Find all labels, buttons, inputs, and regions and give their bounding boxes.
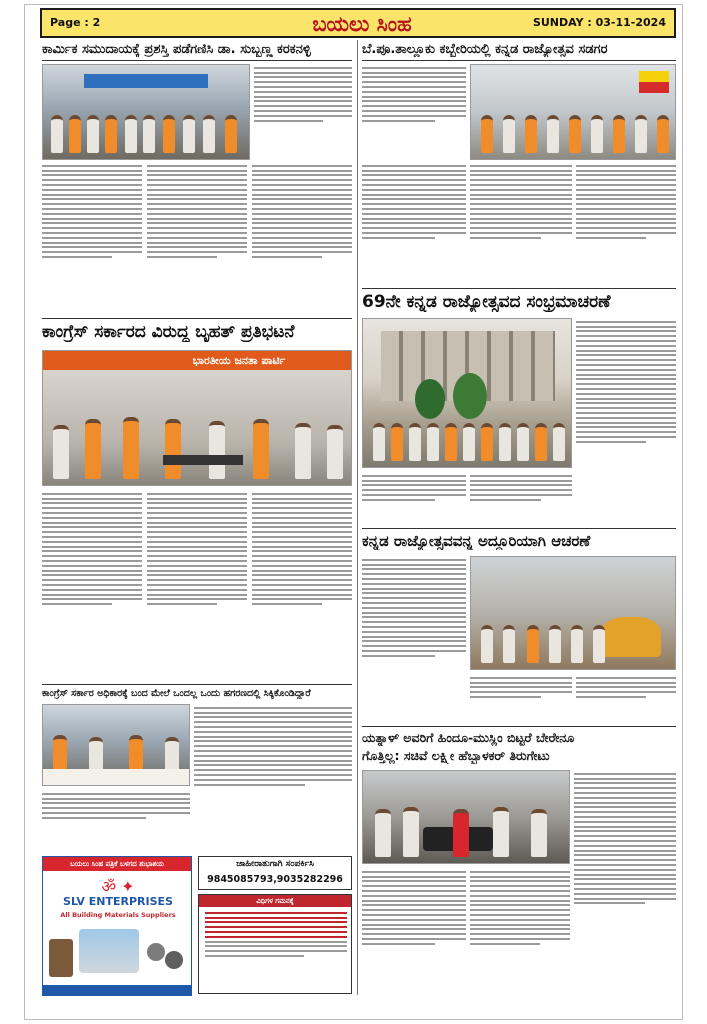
article-1-text <box>254 64 352 160</box>
article-7-text <box>362 868 466 994</box>
article-2-text <box>470 162 572 282</box>
om-icon: ॐ ✦ <box>101 877 135 896</box>
article-5-photo <box>470 556 676 670</box>
house-icon <box>79 929 139 973</box>
article-3-text <box>42 490 142 678</box>
article-6-text <box>42 790 190 848</box>
article-4-photo <box>362 318 572 468</box>
ad-top-strip: ಬಯಲು ಸಿಂಹ ಪತ್ರಿಕೆ ಬಳಗದ ಶುಭಾಶಯ <box>43 857 191 871</box>
contact-ad <box>198 856 352 890</box>
notice-text <box>205 909 347 960</box>
photo-banner-text: ಭಾರತೀಯ ಜನತಾ ಪಾರ್ಟಿ <box>192 354 286 367</box>
article-6-headline: ಕಾಂಗ್ರೆಸ್ ಸರ್ಕಾರ ಅಧಿಕಾರಕ್ಕೆ ಬಂದ ಮೇಲೆ ಒಂದಲ್ಲ ಒಂದು ಹಗರಣದಲ್ಲಿ ಸಿಕ್ಕಿಕೊಂಡಿದ್ದಾರೆ <box>42 688 311 699</box>
article-2-headline: ಬೆ.ಪೂ.ತಾಲ್ಲೂಕು ಕಬ್ಬೇರಿಯಲ್ಲಿ ಕನ್ನಡ ರಾಜ್ಯೋತ್ಸವ ಸಡಗರ <box>362 42 608 57</box>
page-number: Page : 2 <box>50 16 101 29</box>
masthead-title: ಬಯಲು ಸಿಂಹ <box>312 11 412 36</box>
notice-title: ವಿಧಿಗಳ ಗಮನಕ್ಕೆ <box>199 895 351 907</box>
article-6-photo <box>42 704 190 786</box>
article-4-text <box>470 472 572 524</box>
divider <box>362 528 676 529</box>
page-header <box>40 8 676 38</box>
article-2-text <box>362 162 466 282</box>
article-7-headline-line2: ಗೊತ್ತಿಲ್ಲ: ಸಚಿವೆ ಲಕ್ಷ್ಮೀ ಹೆಬ್ಬಾಳಕರ್ ತಿರುಗೇಟು <box>362 748 550 763</box>
photo-banner <box>84 74 208 87</box>
divider <box>362 726 676 727</box>
article-1-text <box>252 162 352 312</box>
article-6-text <box>194 704 352 848</box>
article-2-text <box>576 162 676 282</box>
article-4-headline: 69ನೇ ಕನ್ನಡ ರಾಜ್ಯೋತ್ಸವದ ಸಂಭ್ರಮಾಚರಣೆ <box>362 292 611 312</box>
slv-enterprises-ad <box>42 856 192 996</box>
divider <box>42 60 352 61</box>
notice-box <box>198 894 352 994</box>
article-5-headline: ಕನ್ನಡ ರಾಜ್ಯೋತ್ಸವವನ್ನ ಅದ್ದೂರಿಯಾಗಿ ಆಚರಣೆ <box>362 532 591 550</box>
divider <box>362 60 676 61</box>
contact-phones: 9845085793,9035282296 <box>207 874 343 885</box>
article-1-text <box>147 162 247 312</box>
article-2-text <box>362 64 466 156</box>
article-5-text <box>362 556 466 722</box>
article-1-text <box>42 162 142 312</box>
article-7-headline-line1: ಯತ್ನಾಳ್ ಅವರಿಗೆ ಹಿಂದೂ-ಮುಸ್ಲಿಂ ಬಿಟ್ಟರೆ ಬೇರೇನೂ <box>362 730 575 745</box>
article-7-text <box>470 868 570 994</box>
column-divider <box>357 40 358 995</box>
divider <box>362 288 676 289</box>
article-5-text <box>470 674 572 722</box>
article-3-text <box>147 490 247 678</box>
article-5-text <box>576 674 676 722</box>
article-2-photo <box>470 64 676 160</box>
ad-product-images <box>49 925 187 981</box>
ad-tagline: All Building Materials Suppliers <box>60 911 176 919</box>
article-4-text <box>362 472 466 524</box>
article-1-headline: ಕಾರ್ಮಿಕ ಸಮುದಾಯಕ್ಕೆ ಪ್ರಶಸ್ತಿ ಪಡೆಗಣಿಸಿ ಡಾ. ಸುಬ್ಬಣ್ಣ ಕರಕನಳ್ಳಿ <box>42 42 311 57</box>
ad-company-name: SLV ENTERPRISES <box>63 895 173 908</box>
article-7-text <box>574 770 676 994</box>
divider <box>42 684 352 685</box>
contact-title: ಜಾಹೀರಾತುಗಾಗಿ ಸಂಪರ್ಕಿಸಿ <box>236 859 314 869</box>
issue-date: SUNDAY : 03-11-2024 <box>532 16 666 29</box>
article-4-text <box>576 318 676 524</box>
article-3-headline: ಕಾಂಗ್ರೆಸ್ ಸರ್ಕಾರದ ವಿರುದ್ಧ ಬೃಹತ್ ಪ್ರತಿಭಟನೆ <box>42 322 295 342</box>
article-3-photo <box>42 350 352 486</box>
article-3-text <box>252 490 352 678</box>
article-1-photo <box>42 64 250 160</box>
article-7-photo <box>362 770 570 864</box>
divider <box>42 318 352 319</box>
